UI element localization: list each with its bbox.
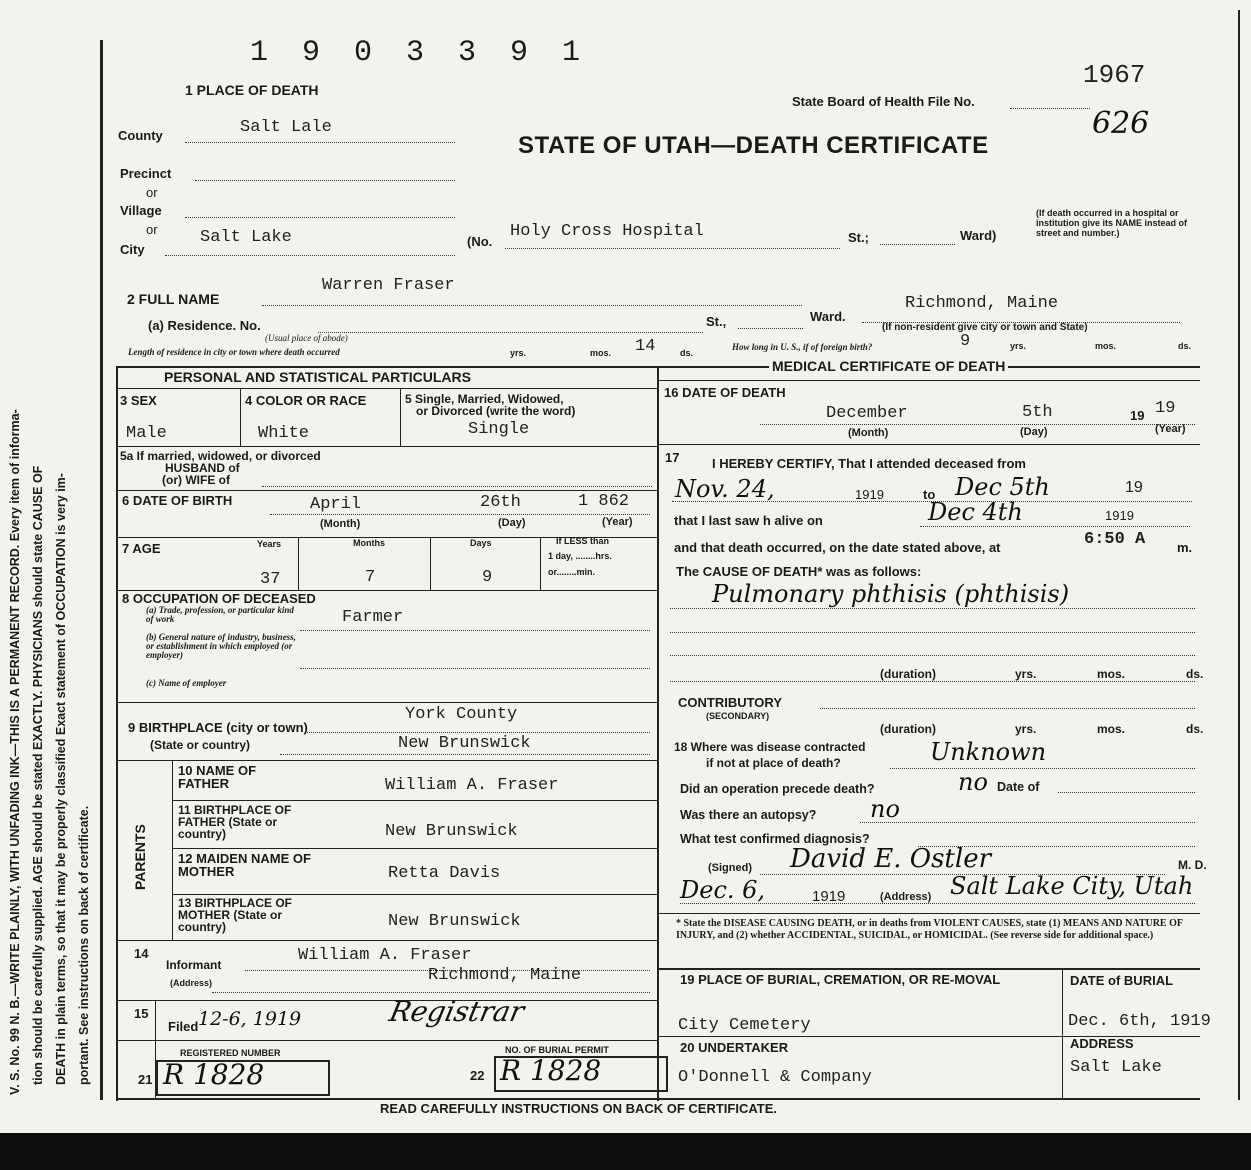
contracted-label-2: if not at place of death? [706, 756, 841, 770]
age-years-label: Years [257, 539, 282, 549]
undertaker-address-value: Salt Lake [1070, 1058, 1162, 1077]
autopsy-label: Was there an autopsy? [680, 808, 817, 822]
dob-month-caption: (Month) [320, 518, 361, 530]
grid-middle [657, 366, 659, 1101]
father-name-label: 10 NAME OF FATHER [178, 763, 257, 791]
item-14-number: 14 [134, 946, 149, 961]
undertaker-address-label: ADDRESS [1070, 1036, 1134, 1051]
death-occurred-label: and that death occurred, on the date stated above, at [674, 540, 1001, 555]
informant-address-label: (Address) [170, 978, 213, 988]
item-21-number: 21 [138, 1072, 153, 1087]
marital-label-2: or Divorced (write the word) [416, 404, 576, 418]
physician-signature: David E. Ostler [790, 844, 992, 874]
duration-yrs-1: yrs. [1015, 667, 1037, 681]
scan-bottom-edge [0, 1133, 1251, 1170]
street-no-label: (No. [467, 234, 493, 249]
burial-date-label: DATE of BURIAL [1070, 973, 1174, 988]
or-label-2: or [146, 222, 158, 237]
dob-month: April [310, 495, 362, 514]
contributory-label: CONTRIBUTORY [678, 695, 782, 710]
sign-date-value: Dec. 6, [680, 876, 766, 904]
age-less-label-1: If LESS than [556, 536, 610, 546]
marital-label-1: 5 Single, Married, Widowed, [405, 392, 564, 406]
left-border [100, 40, 103, 1100]
death-year-caption: (Year) [1155, 423, 1186, 435]
burial-date-value: Dec. 6th, 1919 [1068, 1012, 1211, 1031]
death-day-caption: (Day) [1020, 426, 1048, 438]
birthplace-state-label: (State or country) [150, 738, 251, 752]
physician-address-value: Salt Lake City, Utah [950, 872, 1194, 900]
hospital-value: Holy Cross Hospital [510, 222, 704, 241]
birthplace-city: York County [405, 705, 518, 724]
undertaker-value: O'Donnell & Company [678, 1068, 872, 1087]
duration-ds-1: ds. [1186, 667, 1204, 681]
informant-value: William A. Fraser [298, 946, 472, 965]
father-birthplace-label: 11 BIRTHPLACE OF FATHER (State or country) [178, 803, 292, 841]
file-no-printed: 1967 [1083, 60, 1146, 90]
age-years-value: 37 [260, 570, 281, 589]
dob-year-caption: (Year) [602, 516, 633, 528]
footer-instructions: READ CAREFULLY INSTRUCTIONS ON BACK OF CERTIFICATE. [380, 1101, 777, 1116]
city-value: Salt Lake [200, 228, 292, 247]
residence-st-label: St., [706, 314, 727, 329]
duration-ds-2: ds. [1186, 722, 1204, 736]
test-label: What test confirmed diagnosis? [680, 832, 870, 846]
death-year: 19 [1155, 399, 1176, 418]
duration-mos-2: mos. [1097, 722, 1126, 736]
grid-bottom [116, 1098, 1200, 1100]
us-length-label: How long in U. S., if of foreign birth? [732, 342, 873, 352]
operation-date-label: Date of [997, 780, 1040, 794]
color-value: White [258, 424, 310, 443]
hospital-note: (If death occurred in a hospital or institution give its NAME instead of street and number.) [1036, 208, 1188, 238]
registered-number-label: REGISTERED NUMBER [180, 1048, 281, 1058]
length-ds-label: ds. [680, 348, 694, 358]
attended-from-year: 1919 [855, 487, 884, 502]
serial-number: 1 9 0 3 3 9 1 [250, 36, 589, 70]
full-name-value: Warren Fraser [322, 276, 455, 295]
color-label: 4 COLOR OR RACE [245, 393, 367, 408]
death-time-m: m. [1177, 540, 1193, 555]
death-time: 6:50 A [1084, 530, 1146, 549]
age-label: 7 AGE [122, 541, 161, 556]
us-mos-label: mos. [1095, 341, 1117, 351]
occupation-b-label: (b) General nature of industry, business, or establishment in which employed (or employer) [146, 632, 296, 660]
death-month: December [826, 404, 908, 423]
st-label: St.; [848, 230, 869, 245]
registrar-signature: Registrar [386, 995, 528, 1028]
side-instruction-line1: V. S. No. 99 N. B.—WRITE PLAINLY, WITH UNFADING INK—THIS IS A PERMANENT RECORD. Every item of informa- [8, 409, 22, 1095]
age-less-label-3: or........min. [548, 567, 596, 577]
sex-label: 3 SEX [120, 393, 157, 408]
item-17-number: 17 [665, 450, 680, 465]
contracted-value: Unknown [930, 738, 1047, 766]
right-border [1238, 10, 1240, 1100]
length-mos-label: mos. [590, 348, 612, 358]
mother-name-label: 12 MAIDEN NAME OF MOTHER [178, 851, 311, 879]
last-saw-year: 1919 [1105, 508, 1134, 523]
ward-label: Ward) [960, 228, 997, 243]
sex-value: Male [126, 424, 167, 443]
dob-year: 1 862 [578, 492, 630, 511]
burial-place-value: City Cemetery [678, 1016, 811, 1035]
usual-abode-label: (Usual place of abode) [265, 333, 348, 343]
mother-birthplace-label: 13 BIRTHPLACE OF MOTHER (State or country) [178, 896, 293, 934]
informant-address-value: Richmond, Maine [428, 966, 582, 985]
attended-to-year: 19 [1125, 479, 1143, 496]
filed-label: Filed [168, 1019, 199, 1034]
village-label: Village [120, 203, 162, 218]
marital-value: Single [468, 420, 530, 439]
occupation-value: Farmer [342, 608, 404, 627]
dob-label: 6 DATE OF BIRTH [122, 493, 233, 508]
us-ds-label: ds. [1178, 341, 1192, 351]
age-months-value: 7 [365, 568, 376, 587]
last-saw-label: that I last saw h alive on [674, 513, 823, 528]
us-yrs-label: yrs. [1010, 341, 1027, 351]
mother-name-value: Retta Davis [388, 864, 501, 883]
cause-label: The CAUSE OF DEATH* was as follows: [676, 564, 922, 579]
parents-label: PARENTS [132, 824, 148, 890]
operation-value: no [958, 768, 988, 796]
us-length-value: 9 [960, 332, 971, 351]
file-no-handwritten: 626 [1092, 106, 1150, 141]
duration-yrs-2: yrs. [1015, 722, 1037, 736]
page-title: STATE OF UTAH—DEATH CERTIFICATE [518, 132, 989, 159]
occupation-label: 8 OCCUPATION OF DECEASED [122, 591, 316, 606]
filed-value: 12-6, 1919 [198, 1008, 302, 1030]
age-days-label: Days [470, 538, 492, 548]
secondary-label: (SECONDARY) [706, 711, 770, 721]
mother-birthplace-value: New Brunswick [388, 912, 521, 931]
side-instruction-line3: DEATH in plain terms, so that it may be properly classified Exact statement of OCCUPATION is very im- [54, 473, 68, 1085]
signed-label: (Signed) [708, 862, 752, 874]
operation-label: Did an operation precede death? [680, 782, 875, 796]
informant-label: Informant [166, 958, 222, 972]
occupation-a-label: (a) Trade, profession, or particular kind of work [146, 605, 294, 624]
death-month-caption: (Month) [848, 427, 889, 439]
length-residence-label: Length of residence in city or town where death occurred [128, 347, 340, 357]
item-15-number: 15 [134, 1006, 149, 1021]
dob-day: 26th [480, 493, 521, 512]
father-birthplace-value: New Brunswick [385, 822, 518, 841]
contracted-label: 18 Where was disease contracted [674, 740, 866, 754]
autopsy-value: no [870, 795, 900, 823]
grid-left [116, 366, 118, 1101]
duration-label-2: (duration) [880, 722, 936, 736]
county-value: Salt Lale [240, 118, 332, 137]
burial-place-label: 19 PLACE OF BURIAL, CREMATION, OR RE-MOVAL [680, 972, 1001, 987]
occupation-c-label: (c) Name of employer [146, 678, 227, 688]
item-22-number: 22 [470, 1068, 485, 1083]
duration-label-1: (duration) [880, 667, 936, 681]
birthplace-state: New Brunswick [398, 734, 531, 753]
death-year-prefix: 19 [1130, 408, 1145, 423]
age-less-label-2: 1 day, ........hrs. [548, 551, 612, 561]
attended-from-value: Nov. 24, [675, 475, 775, 503]
last-saw-value: Dec 4th [928, 498, 1023, 526]
age-months-label: Months [353, 538, 385, 548]
file-no-label: State Board of Health File No. [792, 94, 975, 109]
dob-day-caption: (Day) [498, 517, 526, 529]
place-of-death-label: 1 PLACE OF DEATH [185, 82, 319, 98]
residence-ward-label: Ward. [810, 309, 846, 324]
side-instruction-line2: tion should be carefully supplied. AGE should be stated EXACTLY. PHYSICIANS should state CAUSE OF [31, 465, 45, 1085]
attended-to-value: Dec 5th [955, 473, 1050, 501]
age-days-value: 9 [482, 568, 493, 587]
registered-number-value: R 1828 [163, 1058, 265, 1091]
residence-value: Richmond, Maine [905, 294, 1059, 313]
city-label: City [120, 242, 145, 257]
precinct-label: Precinct [120, 166, 172, 181]
cause-of-death-value: Pulmonary phthisis (phthisis) [712, 580, 1070, 608]
side-instruction-line4: portant. See instructions on back of certificate. [77, 805, 91, 1085]
residence-label: (a) Residence. No. [148, 318, 261, 333]
cause-footnote: * State the DISEASE CAUSING DEATH, or in deaths from VIOLENT CAUSES, state (1) MEANS AND NATURE OF INJURY, and (2) whether ACCIDENTAL, SUICIDAL, or HOMICIDAL. (See reverse side for additional space.) [676, 918, 1183, 941]
length-yrs-label: yrs. [510, 348, 527, 358]
attended-to-label: to [923, 487, 936, 502]
father-name-value: William A. Fraser [385, 776, 559, 795]
physician-address-label: (Address) [880, 891, 932, 903]
medical-section-title: MEDICAL CERTIFICATE OF DEATH [769, 358, 1008, 374]
burial-permit-value: R 1828 [500, 1054, 602, 1087]
spouse-label-1: 5a If married, widowed, or divorced [120, 449, 321, 463]
sign-year: 1919 [812, 888, 846, 905]
date-of-death-label: 16 DATE OF DEATH [664, 385, 786, 400]
length-mos-value: 14 [635, 337, 656, 356]
death-day: 5th [1022, 403, 1053, 422]
duration-mos-1: mos. [1097, 667, 1126, 681]
md-label: M. D. [1178, 858, 1207, 872]
full-name-label: 2 FULL NAME [127, 291, 220, 307]
county-label: County [118, 128, 163, 143]
certify-statement: I HEREBY CERTIFY, That I attended deceased from [712, 456, 1026, 471]
nonresident-note: (If non-resident give city or town and State) [882, 322, 1088, 333]
personal-section-title: PERSONAL AND STATISTICAL PARTICULARS [164, 369, 471, 385]
undertaker-label: 20 UNDERTAKER [680, 1040, 789, 1055]
birthplace-label: 9 BIRTHPLACE (city or town) [128, 720, 308, 735]
burial-permit-label: NO. OF BURIAL PERMIT [505, 1045, 609, 1055]
spouse-label-3: (or) WIFE of [162, 473, 230, 487]
spouse-label-2: HUSBAND of [165, 461, 240, 475]
or-label-1: or [146, 185, 158, 200]
